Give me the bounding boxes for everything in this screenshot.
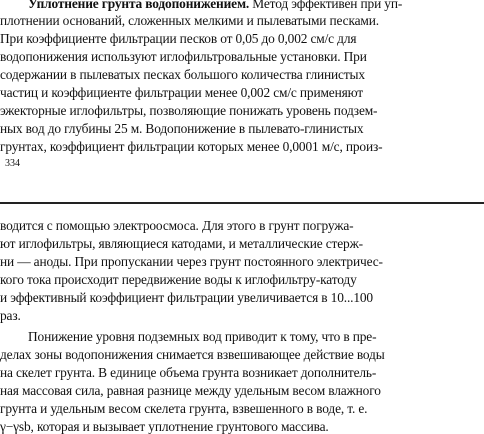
text-line-3: При коэффициенте фильтрации песков от 0,05 до 0,002 см/с для bbox=[0, 31, 357, 46]
text-line-14: и эффективный коэффициент фильтрации увеличивается в 10...100 bbox=[0, 290, 373, 305]
section-heading: Уплотнение грунта водопонижением. bbox=[28, 0, 250, 11]
text-line-2: плотнении оснований, сложенных мелкими и пылеватыми песками. bbox=[0, 13, 379, 28]
text-line-15: раз. bbox=[0, 308, 21, 323]
text-line-5: содержании в пылеватых песках большого количества глинистых bbox=[0, 67, 365, 82]
lower-page-fragment bbox=[0, 215, 484, 434]
text-line-4: водопонижения используют иглофильтровальные установки. При bbox=[0, 49, 367, 64]
text-line-16: Понижение уровня подземных вод приводит к тому, что в пре- bbox=[28, 329, 377, 344]
page-divider bbox=[0, 202, 484, 204]
text-line-19: ная массовая сила, равная разнице между удельным весом влажного bbox=[0, 383, 381, 398]
text-line-12: ни — аноды. При пропускании через грунт постоянного электричес- bbox=[0, 254, 383, 269]
text-line-6: частиц и коэффициенте фильтрации менее 0,002 см/с применяют bbox=[0, 85, 363, 100]
page-gap bbox=[0, 175, 484, 201]
text-line-1 bbox=[28, 0, 402, 11]
heading-line-rest: Метод эффективен при уп- bbox=[249, 0, 403, 11]
text-line-11: ют иглофильтры, являющиеся катодами, и металлические стерж- bbox=[0, 236, 363, 251]
text-line-13: кого тока происходит передвижение воды к иглофильтру-катоду bbox=[0, 272, 357, 287]
text-line-9: грунтах, коэффициент фильтрации которых менее 0,0001 м/с, произ- bbox=[0, 139, 383, 154]
upper-page-fragment bbox=[0, 0, 484, 170]
text-line-20: грунта и удельным весом скелета грунта, взвешенного в воде, т. е. bbox=[0, 401, 368, 416]
text-line-18: на скелет грунта. В единице объема грунта возникает дополнитель- bbox=[0, 365, 377, 380]
text-line-7: эжекторные иглофильтры, позволяющие понижать уровень подзем- bbox=[0, 103, 378, 118]
page-number: 334 bbox=[5, 158, 20, 169]
text-line-17: делах зоны водопонижения снимается взвешивающее действие воды bbox=[0, 347, 385, 362]
text-line-21: γ−γsb, которая и вызывает уплотнение грунтового массива. bbox=[0, 419, 329, 434]
text-line-8: ных вод до глубины 25 м. Водопонижение в пылевато-глинистых bbox=[0, 121, 364, 136]
text-line-10: водится с помощью электроосмоса. Для этого в грунт погружа- bbox=[0, 218, 354, 233]
